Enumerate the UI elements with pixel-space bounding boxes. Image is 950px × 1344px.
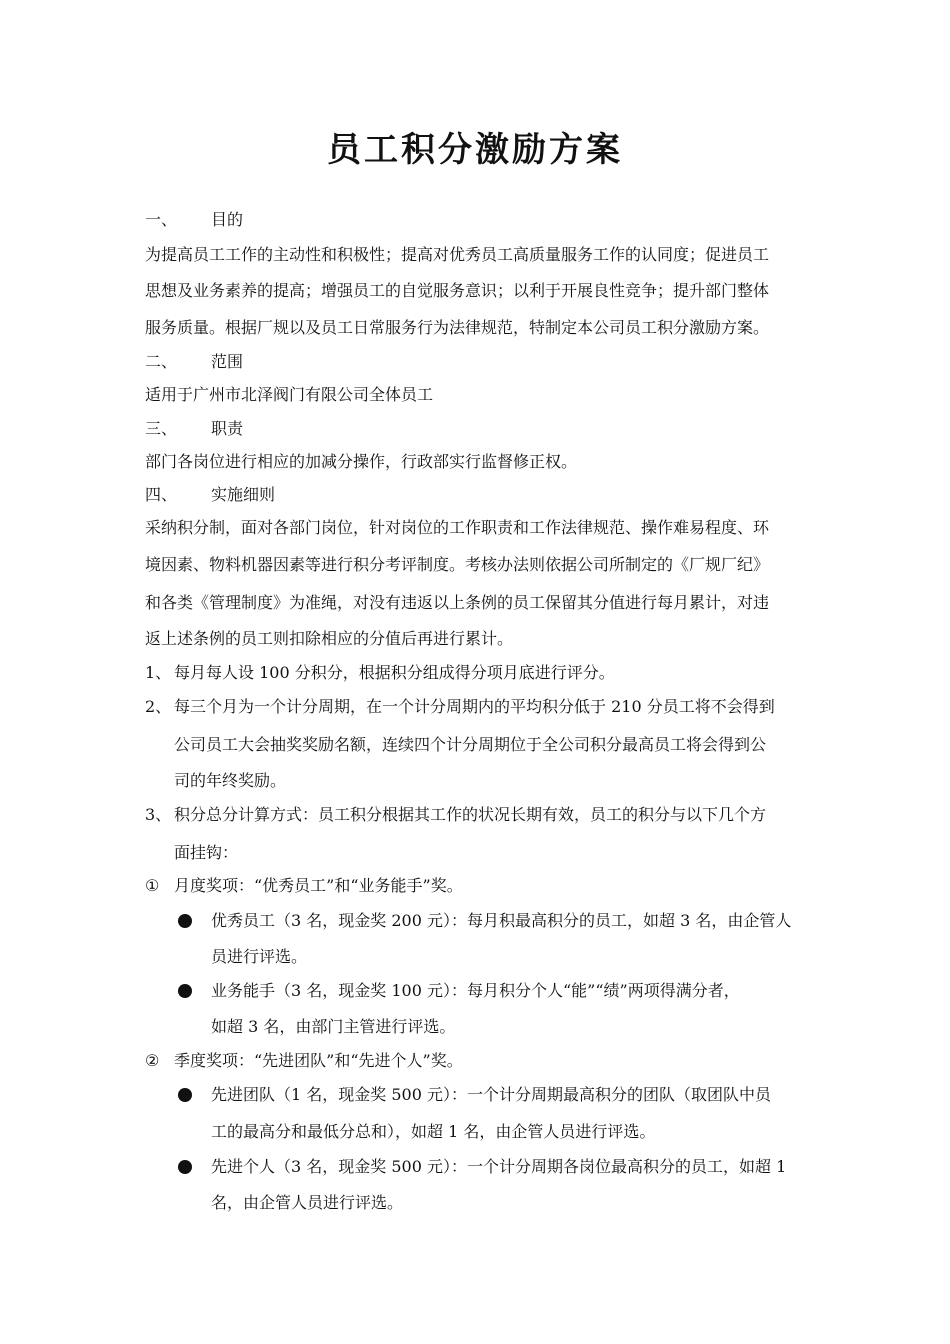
award-item-line: 工的最高分和最低分总和），如超 1 名，由企管人员进行评选。 <box>211 1122 656 1141</box>
list-item-line: 司的年终奖励。 <box>174 771 287 790</box>
award-item-line: 名，由企管人员进行评选。 <box>211 1193 404 1212</box>
document-title: 员工积分激励方案 <box>327 130 623 170</box>
circled-marker: ② <box>145 1051 160 1070</box>
list-item-line: 积分总分计算方式：员工积分根据其工作的状况长期有效，员工的积分与以下几个方 <box>174 805 767 824</box>
paragraph-line: 服务质量。根据厂规以及员工日常服务行为法律规范，特制定本公司员工积分激励方案。 <box>145 318 770 337</box>
circled-marker: ① <box>145 876 160 895</box>
award-title: 季度奖项：“先进团队”和“先进个人”奖。 <box>174 1051 463 1070</box>
award-item-line: 先进个人（3 名，现金奖 500 元）：一个计分周期各岗位最高积分的员工，如超 1 <box>211 1157 787 1176</box>
paragraph-line: 和各类《管理制度》为准绳，对没有违返以上条例的员工保留其分值进行每月累计，对违 <box>145 593 770 612</box>
section-number: 一、 <box>145 210 178 229</box>
award-item-line: 员进行评选。 <box>211 947 308 966</box>
paragraph-line: 部门各岗位进行相应的加减分操作，行政部实行监督修正权。 <box>145 452 578 471</box>
list-item-line: 每三个月为一个计分周期，在一个计分周期内的平均积分低于 210 分员工将不会得到 <box>174 697 775 716</box>
bullet-icon <box>178 1088 192 1102</box>
section-title: 实施细则 <box>211 485 276 504</box>
section-title: 目的 <box>211 210 244 229</box>
paragraph-line: 返上述条例的员工则扣除相应的分值后再进行累计。 <box>145 629 514 648</box>
paragraph-line: 思想及业务素养的提高；增强员工的自觉服务意识；以利于开展良性竞争；提升部门整体 <box>145 281 770 300</box>
paragraph-line: 适用于广州市北泽阀门有限公司全体员工 <box>145 385 434 404</box>
list-number: 3、 <box>145 805 172 824</box>
list-item-line: 公司员工大会抽奖奖励名额，连续四个计分周期位于全公司积分最高员工将会得到公 <box>174 735 767 754</box>
bullet-icon <box>178 1160 192 1174</box>
paragraph-line: 境因素、物料机器因素等进行积分考评制度。考核办法则依据公司所制定的《厂规厂纪》 <box>145 555 770 574</box>
bullet-icon <box>178 984 192 998</box>
list-item-line: 每月每人设 100 分积分，根据积分组成得分项月底进行评分。 <box>174 663 615 682</box>
award-title: 月度奖项：“优秀员工”和“业务能手”奖。 <box>174 876 463 895</box>
award-item-line: 先进团队（1 名，现金奖 500 元）：一个计分周期最高积分的团队（取团队中员 <box>211 1085 771 1104</box>
award-item-line: 优秀员工（3 名，现金奖 200 元）：每月积最高积分的员工，如超 3 名，由企管人 <box>211 911 792 930</box>
section-number: 二、 <box>145 352 178 371</box>
section-number: 四、 <box>145 485 178 504</box>
bullet-icon <box>178 914 192 928</box>
list-item-line: 面挂钩： <box>174 843 239 862</box>
list-number: 1、 <box>145 663 172 682</box>
section-title: 职责 <box>211 419 244 438</box>
paragraph-line: 为提高员工工作的主动性和积极性；提高对优秀员工高质量服务工作的认同度；促进员工 <box>145 245 770 264</box>
award-item-line: 如超 3 名，由部门主管进行评选。 <box>211 1017 456 1036</box>
section-number: 三、 <box>145 419 178 438</box>
award-item-line: 业务能手（3 名，现金奖 100 元）：每月积分个人“能”“绩”两项得满分者， <box>211 981 740 1000</box>
section-title: 范围 <box>211 352 244 371</box>
list-number: 2、 <box>145 697 172 716</box>
paragraph-line: 采纳积分制，面对各部门岗位，针对岗位的工作职责和工作法律规范、操作难易程度、环 <box>145 518 770 537</box>
